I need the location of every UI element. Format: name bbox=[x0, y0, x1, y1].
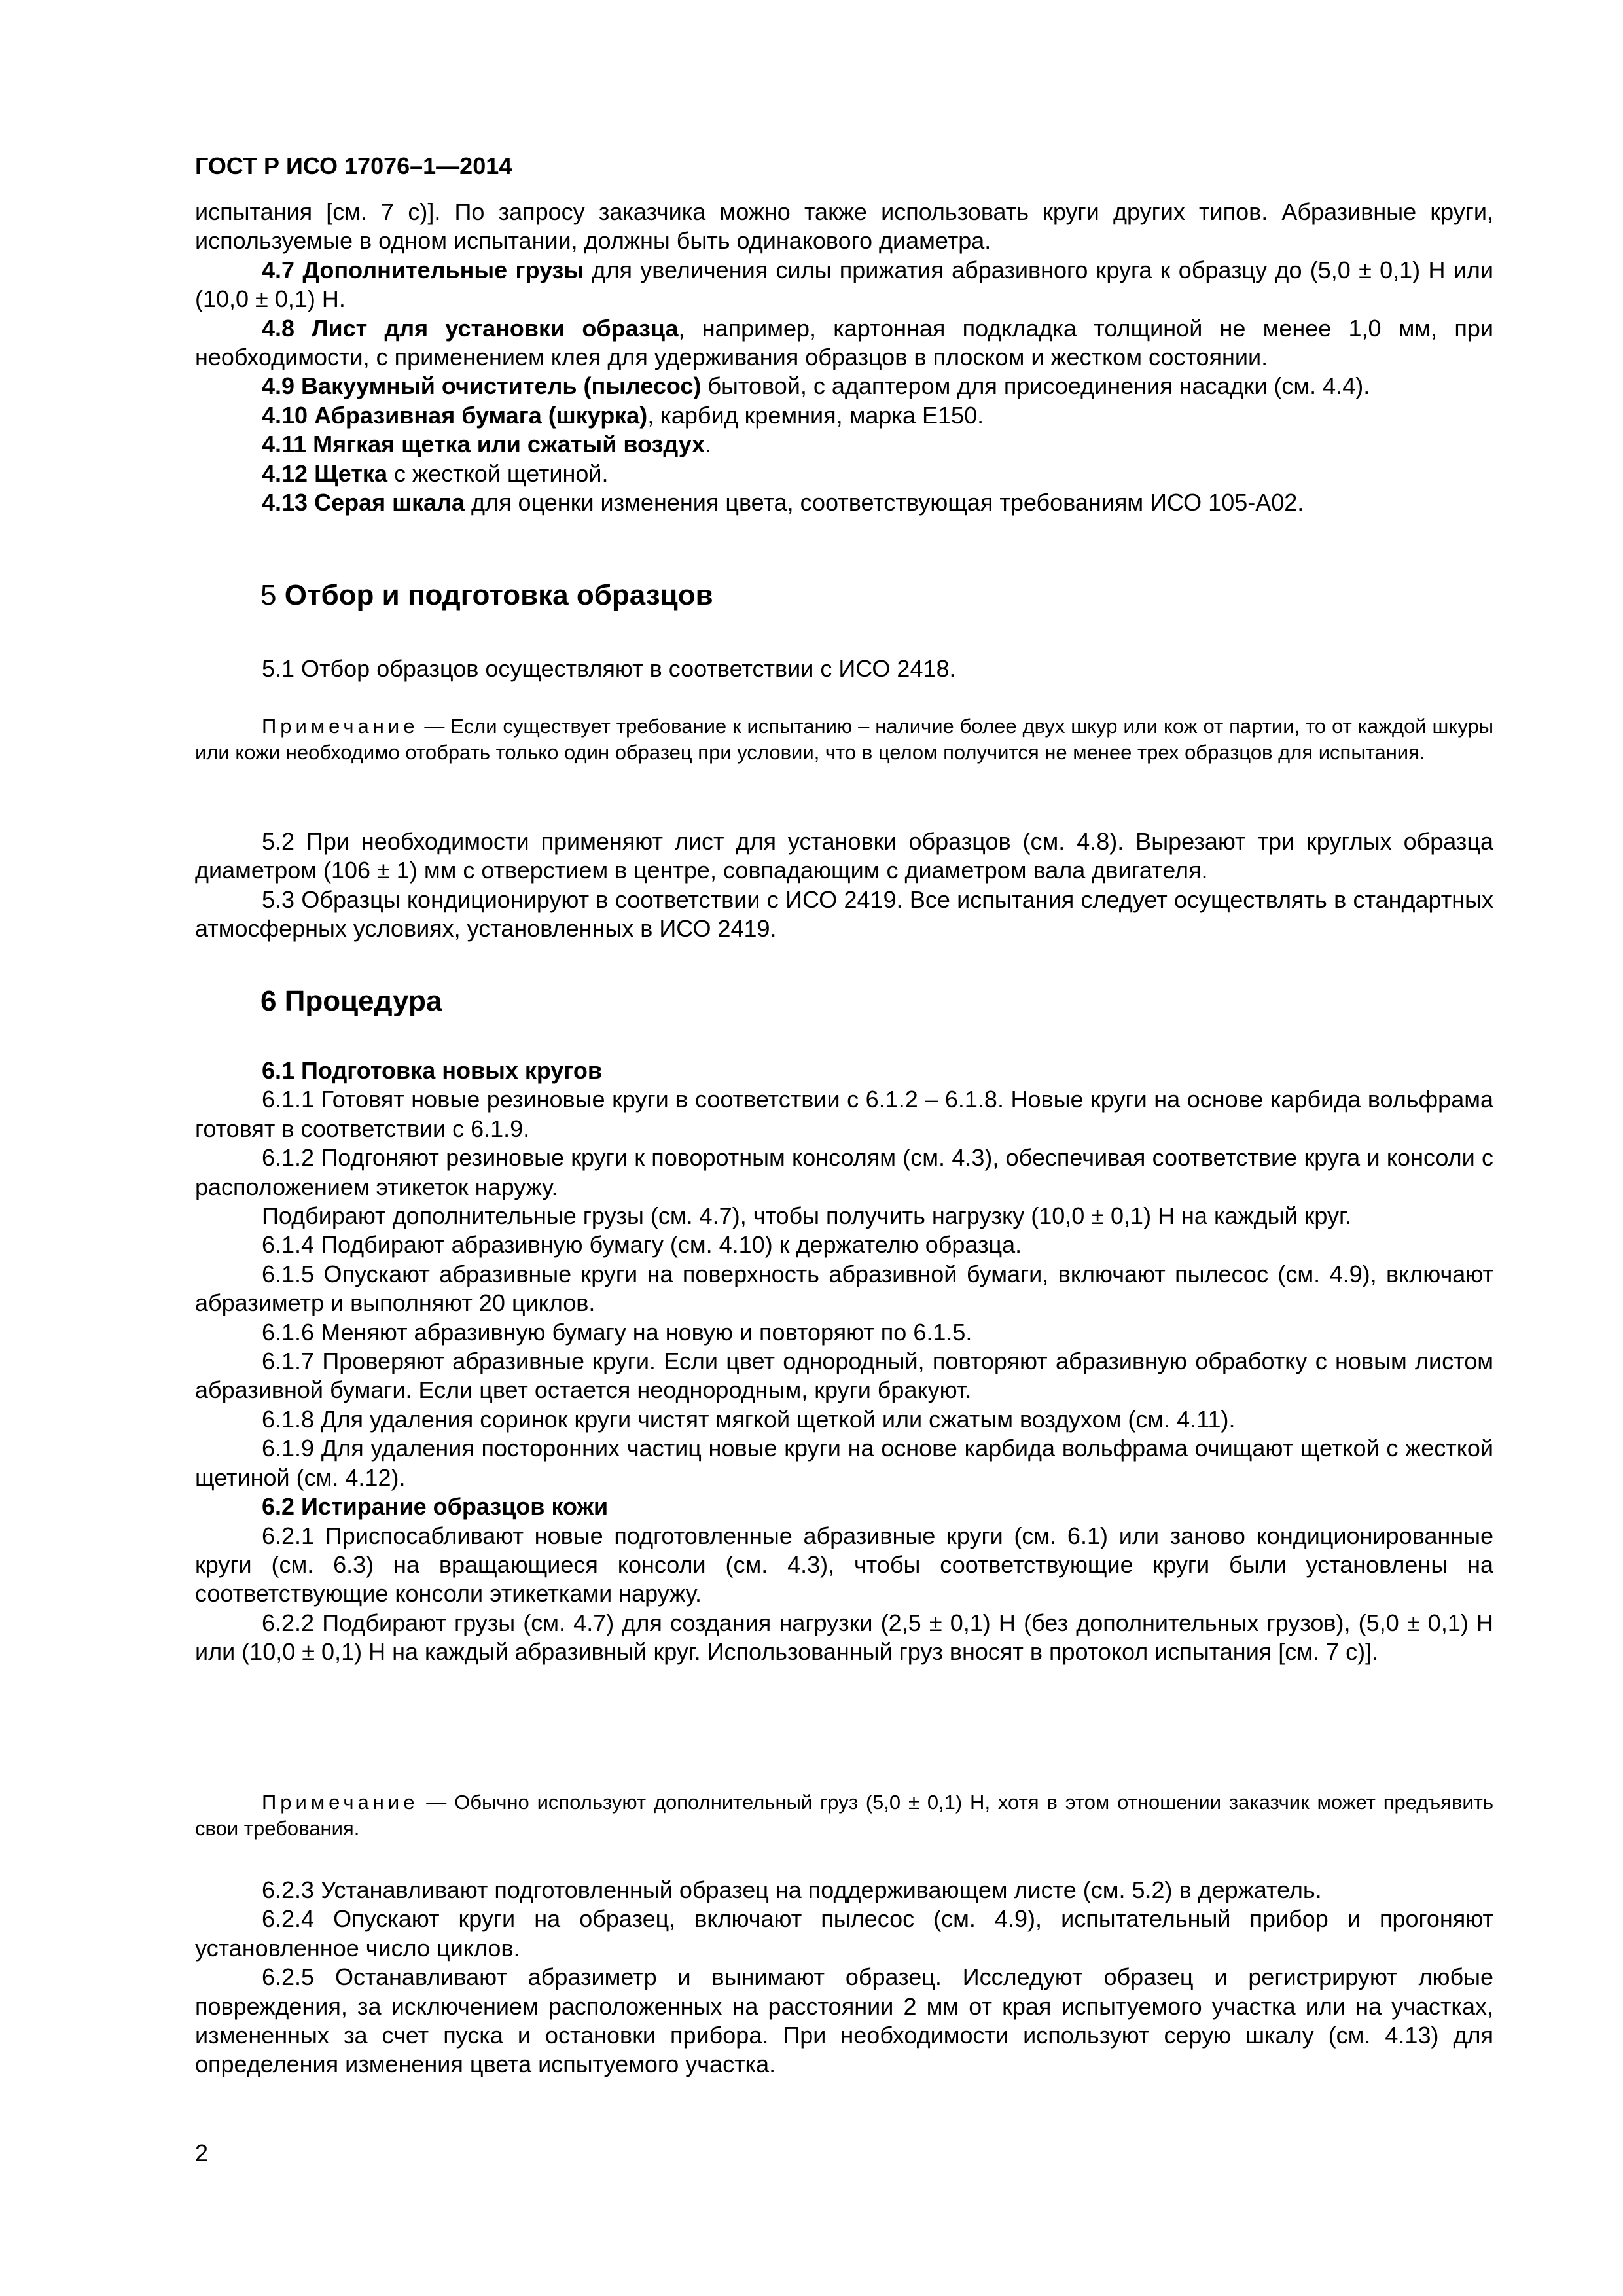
item-term: 4.9 Вакуумный очиститель (пылесос) bbox=[262, 372, 702, 400]
note-5 bbox=[195, 713, 1493, 766]
item-4-13 bbox=[195, 488, 1493, 517]
item-text: . bbox=[705, 431, 712, 458]
paragraph-6-2-1: 6.2.1 Приспосабливают новые подготовленные абразивные круги (см. 6.1) или заново кондиционированные круги (см. 6.3) на вращающиеся консоли (см. 4.3), чтобы соответствующие круги были установлены на соответствующие консоли этикетками наружу. bbox=[195, 1522, 1493, 1607]
paragraph-6-2-5: 6.2.5 Останавливают абразиметр и вынимают образец. Исследуют образец и регистрируют любые повреждения, за исключением расположенных на расстоянии 2 мм от края испытуемого участка или на участках, измененных за счет пуска и остановки прибора. При необходимости используют серую шкалу (см. 4.13) для определения изменения цвета испытуемого участка. bbox=[195, 1964, 1493, 2078]
section-number: 5 bbox=[260, 579, 277, 611]
paragraph-6-1-9: 6.1.9 Для удаления посторонних частиц новые круги на основе карбида вольфрама очищают щеткой с жесткой щетиной (см. 4.12). bbox=[195, 1435, 1493, 1491]
paragraph-5-2: 5.2 При необходимости применяют лист для установки образцов (см. 4.8). Вырезают три круглых образца диаметром (106 ± 1) мм с отверстием в центре, совпадающим с диаметром вала двигателя. bbox=[195, 828, 1493, 884]
section-5-heading bbox=[260, 577, 713, 614]
item-text: для увеличения силы прижатия абразивного круга к образцу до (5,0 ± 0,1) Н или (10,0 ± 0,1) Н. bbox=[195, 256, 1493, 313]
item-4-9 bbox=[195, 372, 1493, 401]
paragraphs-5-2-5-3-block bbox=[195, 827, 1493, 944]
section-title: Отбор и подготовка образцов bbox=[284, 579, 713, 611]
item-term: 4.11 Мягкая щетка или сжатый воздух bbox=[262, 431, 705, 458]
item-4-8 bbox=[195, 314, 1493, 372]
note-text: — Обычно используют дополнительный груз (5,0 ± 0,1) Н, хотя в этом отношении заказчик может предъявить свои требования. bbox=[195, 1791, 1493, 1840]
item-term: 4.13 Серая шкала bbox=[262, 489, 465, 516]
equipment-list-block bbox=[195, 198, 1493, 517]
paragraph-6-2-3: 6.2.3 Устанавливают подготовленный образец на поддерживающем листе (см. 5.2) в держатель. bbox=[262, 1876, 1322, 1903]
note-6 bbox=[195, 1789, 1493, 1842]
paragraphs-6-2-3-6-2-5-block bbox=[195, 1876, 1493, 2079]
item-4-7 bbox=[195, 256, 1493, 314]
paragraph-6-1-4: 6.1.4 Подбирают абразивную бумагу (см. 4.10) к держателю образца. bbox=[262, 1231, 1022, 1259]
item-term: 4.7 Дополнительные грузы bbox=[262, 256, 584, 283]
paragraph-6-1-2: 6.1.2 Подгоняют резиновые круги к поворотным консолям (см. 4.3), обеспечивая соответствие круга и консоли с расположением этикеток наружу. bbox=[195, 1144, 1493, 1200]
item-term: 4.10 Абразивная бумага (шкурка) bbox=[262, 401, 648, 429]
section-6-body bbox=[195, 1056, 1493, 1667]
page-number: 2 bbox=[195, 2140, 209, 2166]
item-4-12 bbox=[195, 459, 1493, 488]
item-text: для оценки изменения цвета, соответствующая требованиям ИСО 105-А02. bbox=[465, 489, 1304, 516]
paragraph-6-1-5: 6.1.5 Опускают абразивные круги на поверхность абразивной бумаги, включают пылесос (см. 4.9), включают абразиметр и выполняют 20 циклов. bbox=[195, 1260, 1493, 1317]
paragraph-5-1: 5.1 Отбор образцов осуществляют в соответствии с ИСО 2418. bbox=[262, 655, 956, 682]
paragraph-5-3: 5.3 Образцы кондиционируют в соответствии с ИСО 2419. Все испытания следует осуществлять в стандартных атмосферных условиях, установленных в ИСО 2419. bbox=[195, 886, 1493, 942]
paragraph-6-1-7: 6.1.7 Проверяют абразивные круги. Если цвет однородный, повторяют абразивную обработку с новым листом абразивной бумаги. Если цвет остается неоднородным, круги бракуют. bbox=[195, 1348, 1493, 1404]
item-term: 4.12 Щетка bbox=[262, 459, 387, 487]
paragraph-6-1-8: 6.1.8 Для удаления соринок круги чистят мягкой щеткой или сжатым воздухом (см. 4.11). bbox=[262, 1405, 1236, 1433]
note-5-block bbox=[195, 713, 1493, 766]
item-term: 4.8 Лист для установки образца bbox=[262, 314, 679, 342]
item-text: бытовой, с адаптером для присоединения насадки (см. 4.4). bbox=[701, 372, 1370, 400]
note-label: Примечание bbox=[262, 715, 419, 738]
paragraph-6-1-2-weights: Подбирают дополнительные грузы (см. 4.7), чтобы получить нагрузку (10,0 ± 0,1) Н на каждый круг. bbox=[262, 1202, 1351, 1230]
item-4-11 bbox=[195, 430, 1493, 459]
item-text: , например, картонная подкладка толщиной не менее 1,0 мм, при необходимости, с применением клея для удерживания образцов в плоском и жестком состоянии. bbox=[195, 314, 1493, 371]
note-6-block bbox=[195, 1789, 1493, 1842]
subsection-6-2-title: 6.2 Истирание образцов кожи bbox=[262, 1493, 609, 1520]
paragraph-continuation: испытания [см. 7 с)]. По запросу заказчика можно также использовать круги других типов. Абразивные круги, используемые в одном испытании, должны быть одинакового диаметра. bbox=[195, 198, 1493, 255]
paragraph-5-1-block bbox=[195, 655, 1493, 683]
item-text: , карбид кремния, марка Е150. bbox=[647, 401, 984, 429]
subsection-6-1-title: 6.1 Подготовка новых кругов bbox=[262, 1057, 603, 1084]
note-text: — Если существует требование к испытанию – наличие более двух шкур или кож от партии, то от каждой шкуры или кожи необходимо отобрать только один образец при условии, что в целом получится не менее трех образцов для испытания. bbox=[195, 715, 1493, 764]
section-6-heading: 6 Процедура bbox=[260, 985, 442, 1017]
standard-header: ГОСТ Р ИСО 17076–1—2014 bbox=[195, 152, 512, 179]
paragraph-6-2-4: 6.2.4 Опускают круги на образец, включают пылесос (см. 4.9), испытательный прибор и прогоняют установленное число циклов. bbox=[195, 1905, 1493, 1962]
paragraph-6-2-2: 6.2.2 Подбирают грузы (см. 4.7) для создания нагрузки (2,5 ± 0,1) Н (без дополнительных грузов), (5,0 ± 0,1) Н или (10,0 ± 0,1) Н на каждый абразивный круг. Использованный груз вносят в протокол испытания [см. 7 с)]. bbox=[195, 1609, 1493, 1666]
item-text: с жесткой щетиной. bbox=[387, 459, 609, 487]
note-label: Примечание bbox=[262, 1791, 419, 1814]
paragraph-6-1-1: 6.1.1 Готовят новые резиновые круги в соответствии с 6.1.2 – 6.1.8. Новые круги на основе карбида вольфрама готовят в соответствии с 6.1.9. bbox=[195, 1086, 1493, 1142]
paragraph-6-1-6: 6.1.6 Меняют абразивную бумагу на новую и повторяют по 6.1.5. bbox=[262, 1318, 972, 1346]
item-4-10 bbox=[195, 401, 1493, 430]
